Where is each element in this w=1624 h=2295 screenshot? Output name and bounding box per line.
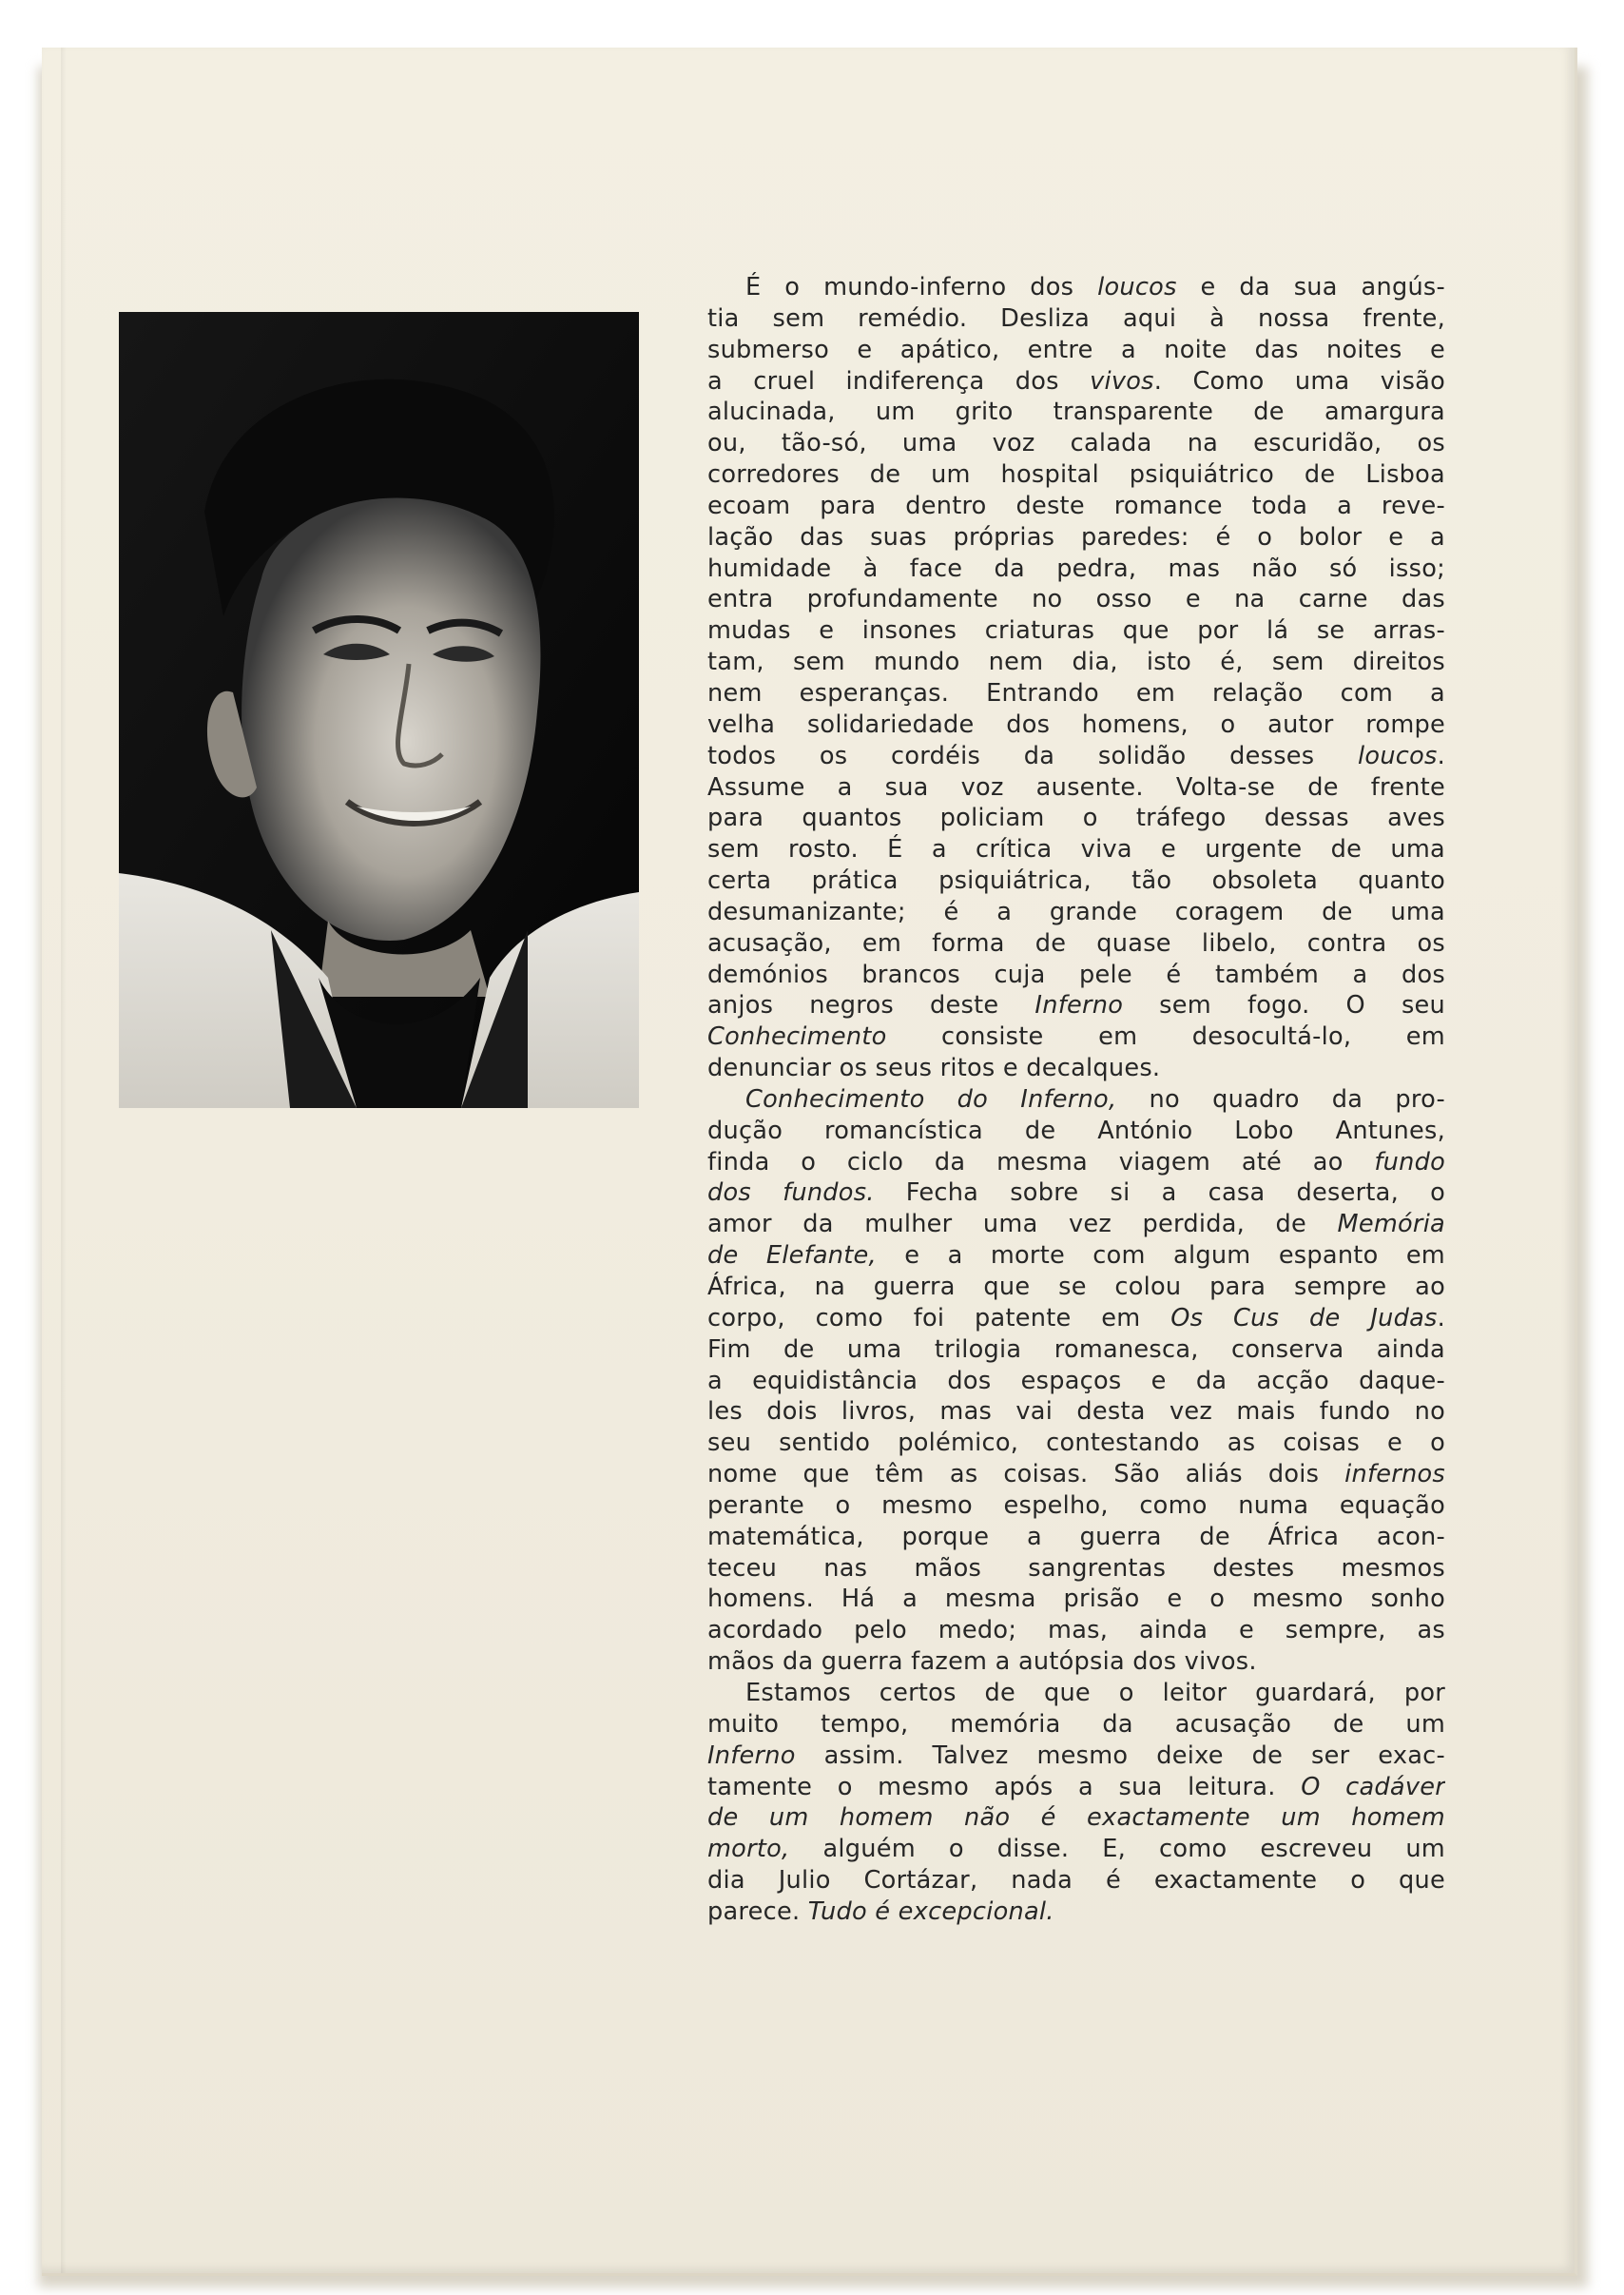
text-run: mudas e insones criaturas que por lá se arras- xyxy=(707,616,1445,646)
blurb-line xyxy=(707,1709,1445,1741)
text-run: humidade à face da pedra, mas não só isso; xyxy=(707,554,1445,583)
text-run: e da sua angús- xyxy=(1176,273,1445,301)
blurb-line xyxy=(707,1303,1445,1334)
text-run: a cruel indiferença dos xyxy=(707,366,1091,396)
text-run: . xyxy=(1437,1303,1445,1332)
text-run: submerso e apático, entre a noite das noites e xyxy=(707,335,1445,364)
text-run: acusação, em forma de quase libelo, contra os xyxy=(707,928,1445,958)
text-run: perante o mesmo espelho, como numa equação xyxy=(707,1490,1445,1520)
blurb-line xyxy=(707,1396,1445,1428)
blurb-line xyxy=(707,1177,1445,1209)
blurb-line xyxy=(707,1522,1445,1553)
text-run: corredores de um hospital psiquiátrico de Lisboa xyxy=(707,460,1445,490)
text-run: . xyxy=(1437,741,1445,770)
blurb-line xyxy=(707,1553,1445,1585)
text-run: a equidistância dos espaços e da acção daque- xyxy=(707,1366,1445,1395)
blurb-line xyxy=(707,865,1445,897)
text-run: dia Julio Cortázar, nada é exactamente o que xyxy=(707,1866,1445,1896)
blurb-paragraph xyxy=(707,1678,1445,1928)
text-run: parece. xyxy=(707,1896,808,1926)
text-run: alguém o disse. E, como escreveu um xyxy=(789,1835,1445,1864)
text-run: ou, tão-só, uma voz calada na escuridão, os xyxy=(707,429,1445,458)
text-run: alucinada, um grito transparente de amargura xyxy=(707,398,1445,427)
text-run: É o mundo-inferno dos xyxy=(745,273,1098,301)
blurb-line xyxy=(707,1209,1445,1240)
blurb-line xyxy=(707,1147,1445,1178)
blurb-line xyxy=(707,459,1445,491)
blurb-line xyxy=(707,710,1445,741)
italic-text: Conhecimento xyxy=(707,1022,887,1052)
author-portrait xyxy=(119,312,639,1108)
text-run: anjos negros deste xyxy=(707,991,1035,1021)
blurb-line xyxy=(707,1366,1445,1397)
blurb-line xyxy=(707,1116,1445,1147)
text-run: nem esperanças. Entrando em relação com a xyxy=(707,678,1445,708)
blurb-line xyxy=(707,1678,1445,1709)
text-run: ecoam para dentro deste romance toda a reve- xyxy=(707,491,1445,520)
italic-text: Inferno xyxy=(1034,991,1124,1021)
blurb-line xyxy=(707,1772,1445,1803)
text-run: nome que têm as coisas. São aliás dois xyxy=(707,1460,1345,1489)
text-run: Assume a sua voz ausente. Volta-se de frente xyxy=(707,772,1445,802)
text-run: tamente o mesmo após a sua leitura. xyxy=(707,1772,1302,1801)
blurb-line xyxy=(707,741,1445,772)
blurb-line xyxy=(707,1334,1445,1366)
text-run: muito tempo, memória da acusação de um xyxy=(707,1709,1445,1739)
blurb-line xyxy=(707,335,1445,366)
text-run: tia sem remédio. Desliza aqui à nossa frente, xyxy=(707,303,1445,333)
blurb-line xyxy=(707,990,1445,1021)
italic-text: de Elefante, xyxy=(707,1241,877,1271)
text-run: no quadro da pro- xyxy=(1116,1084,1445,1114)
italic-text: Memória xyxy=(1337,1210,1445,1239)
text-run: entra profundamente no osso e na carne das xyxy=(707,585,1445,614)
text-run: dução romancística de António Lobo Antunes, xyxy=(707,1116,1445,1145)
italic-text: Tudo é excepcional. xyxy=(807,1896,1054,1926)
italic-text: O cadáver xyxy=(1301,1772,1445,1801)
text-run: tam, sem mundo nem dia, isto é, sem direitos xyxy=(707,648,1445,677)
text-run: assim. Talvez mesmo deixe de ser exac- xyxy=(795,1741,1445,1770)
text-run: sem rosto. É a crítica viva e urgente de uma xyxy=(707,835,1445,865)
blurb-line xyxy=(707,1615,1445,1646)
blurb-line xyxy=(707,1021,1445,1053)
portrait-image xyxy=(119,312,639,1108)
blurb-line xyxy=(707,1272,1445,1303)
blurb-line xyxy=(707,772,1445,804)
italic-text: Inferno xyxy=(707,1741,796,1770)
blurb-line xyxy=(707,647,1445,678)
text-run: sem fogo. O seu xyxy=(1123,991,1445,1021)
italic-text: loucos xyxy=(1358,741,1438,770)
text-run: mãos da guerra fazem a autópsia dos vivos. xyxy=(707,1647,1257,1677)
text-run: seu sentido polémico, contestando as coisas e o xyxy=(707,1429,1445,1458)
blurb-paragraph xyxy=(707,1084,1445,1678)
blurb-line xyxy=(707,397,1445,428)
italic-text: loucos xyxy=(1097,273,1177,301)
blurb-line xyxy=(707,366,1445,398)
blurb-line xyxy=(707,928,1445,960)
blurb-line xyxy=(707,554,1445,585)
text-run: Estamos certos de que o leitor guardará, por xyxy=(745,1678,1445,1707)
text-run: África, na guerra que se colou para sempre ao xyxy=(707,1273,1445,1301)
text-run: Fecha sobre si a casa deserta, o xyxy=(874,1178,1445,1208)
text-run: Fim de uma trilogia romanesca, conserva ainda xyxy=(707,1334,1445,1364)
blurb-line xyxy=(707,1490,1445,1522)
italic-text: Os Cus de Judas xyxy=(1170,1303,1438,1332)
text-run: velha solidariedade dos homens, o autor rompe xyxy=(707,710,1445,739)
text-run: para quantos policiam o tráfego dessas aves xyxy=(707,804,1445,833)
blurb-line xyxy=(707,1459,1445,1490)
text-run: desumanizante; é a grande coragem de uma xyxy=(707,897,1445,926)
text-run: lação das suas próprias paredes: é o bolor e a xyxy=(707,522,1445,552)
text-run: matemática, porque a guerra de África acon- xyxy=(707,1522,1445,1551)
text-run: homens. Há a mesma prisão e o mesmo sonho xyxy=(707,1585,1445,1614)
blurb-line xyxy=(707,1834,1445,1865)
blurb-line xyxy=(707,1741,1445,1772)
blurb-line xyxy=(707,803,1445,834)
blurb-line xyxy=(707,522,1445,554)
text-run: . Como uma visão xyxy=(1153,366,1445,396)
blurb-line xyxy=(707,1896,1445,1928)
blurb-line xyxy=(707,272,1445,303)
blurb-line xyxy=(707,1053,1445,1084)
text-run: acordado pelo medo; mas, ainda e sempre, as xyxy=(707,1616,1445,1645)
blurb-line xyxy=(707,678,1445,710)
text-run: todos os cordéis da solidão desses xyxy=(707,741,1359,770)
italic-text: Conhecimento do Inferno, xyxy=(745,1084,1117,1114)
italic-text: fundo xyxy=(1374,1147,1445,1177)
text-run: certa prática psiquiátrica, tão obsoleta quanto xyxy=(707,866,1445,896)
blurb-line xyxy=(707,1084,1445,1116)
italic-text: morto, xyxy=(707,1835,790,1864)
blurb-paragraph xyxy=(707,272,1445,1084)
text-run: denunciar os seus ritos e decalques. xyxy=(707,1054,1161,1083)
blurb-line xyxy=(707,428,1445,459)
italic-text: dos fundos. xyxy=(707,1178,875,1208)
italic-text: infernos xyxy=(1344,1460,1445,1489)
blurb-line xyxy=(707,491,1445,522)
blurb-line xyxy=(707,897,1445,928)
text-run: teceu nas mãos sangrentas destes mesmos xyxy=(707,1553,1445,1583)
text-run: amor da mulher uma vez perdida, de xyxy=(707,1210,1338,1239)
text-run: corpo, como foi patente em xyxy=(707,1303,1171,1332)
blurb-line xyxy=(707,1802,1445,1834)
blurb-line xyxy=(707,834,1445,865)
italic-text: de um homem não é exactamente um homem xyxy=(707,1803,1445,1833)
text-run: finda o ciclo da mesma viagem até ao xyxy=(707,1147,1375,1177)
blurb-text xyxy=(707,272,1445,1928)
italic-text: vivos xyxy=(1090,366,1154,396)
blurb-line xyxy=(707,1646,1445,1678)
text-run: les dois livros, mas vai desta vez mais fundo no xyxy=(707,1397,1445,1427)
blurb-line xyxy=(707,303,1445,335)
blurb-line xyxy=(707,1428,1445,1459)
blurb-line xyxy=(707,615,1445,647)
blurb-line xyxy=(707,1584,1445,1615)
text-run: consiste em desocultá-lo, em xyxy=(886,1022,1445,1052)
text-run: demónios brancos cuja pele é também a dos xyxy=(707,960,1445,989)
text-run: e a morte com algum espanto em xyxy=(876,1241,1445,1271)
blurb-line xyxy=(707,1240,1445,1272)
blurb-line xyxy=(707,960,1445,991)
blurb-line xyxy=(707,584,1445,615)
blurb-line xyxy=(707,1865,1445,1896)
